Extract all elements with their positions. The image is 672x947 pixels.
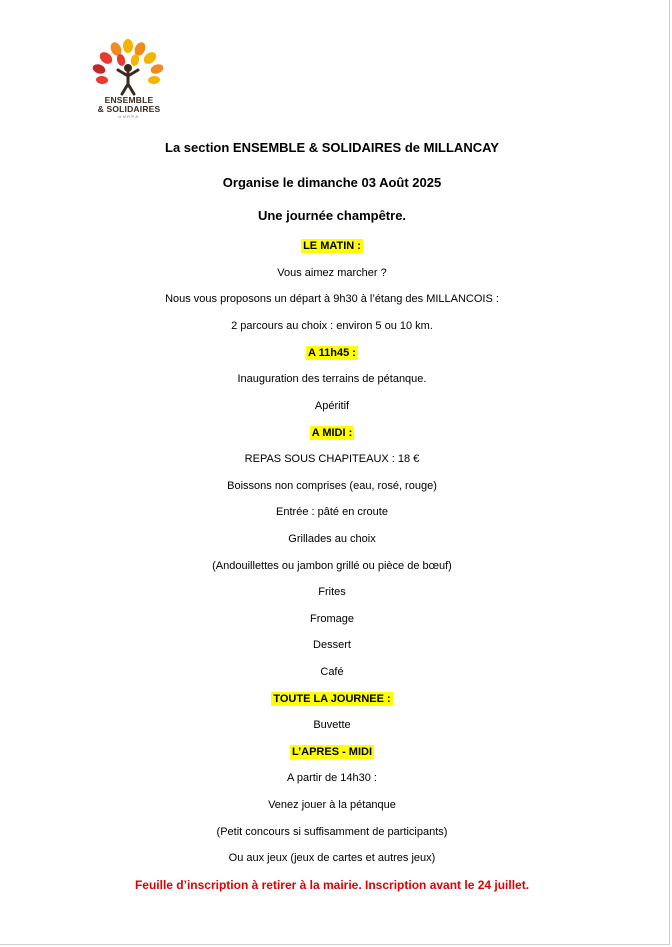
text-line: Apéritif bbox=[314, 400, 350, 412]
logo-text-primary: ENSEMBLE bbox=[104, 95, 154, 105]
logo-text-secondary: & SOLIDAIRES bbox=[97, 104, 161, 114]
highlighted-heading: A MIDI : bbox=[311, 427, 353, 439]
text-line: Vous aimez marcher ? bbox=[277, 267, 387, 279]
text-line: Venez jouer à la pétanque bbox=[268, 799, 396, 811]
text-line: Fromage bbox=[309, 613, 355, 625]
highlighted-heading: A 11h45 : bbox=[308, 347, 356, 359]
text-line: Café bbox=[320, 666, 344, 678]
event-subtitle: Une journée champêtre. bbox=[257, 208, 407, 223]
text-line: Grillades au choix bbox=[288, 533, 376, 545]
text-line: Nous vous proposons un départ à 9h30 à l’étang des MILLANCOIS : bbox=[165, 293, 499, 305]
organization-logo bbox=[88, 38, 168, 120]
text-line: A partir de 14h30 : bbox=[287, 772, 377, 784]
text-line: (Petit concours si suffisamment de participants) bbox=[216, 826, 448, 838]
text-line: Ou aux jeux (jeux de cartes et autres jeux) bbox=[228, 852, 436, 864]
registration-notice: Feuille d’inscription à retirer à la mairie. Inscription avant le 24 juillet. bbox=[134, 878, 530, 892]
highlighted-heading: LE MATIN : bbox=[303, 240, 361, 252]
text-line: Buvette bbox=[313, 719, 351, 731]
text-line: Boissons non comprises (eau, rosé, rouge) bbox=[227, 480, 437, 492]
logo-text-tagline: UNRPA bbox=[118, 114, 140, 119]
section-heading-apres-midi bbox=[0, 745, 664, 759]
section-heading-matin bbox=[0, 239, 664, 253]
section-heading-11h45 bbox=[0, 346, 664, 360]
text-line: 2 parcours au choix : environ 5 ou 10 km. bbox=[231, 320, 433, 332]
text-line: Entrée : pâté en croute bbox=[276, 506, 388, 518]
event-date: Organise le dimanche 03 Août 2025 bbox=[222, 175, 442, 190]
text-line: Frites bbox=[318, 586, 346, 598]
tree-leaves-icon bbox=[88, 38, 168, 96]
text-line: (Andouillettes ou jambon grillé ou pièce de bœuf) bbox=[212, 560, 452, 572]
highlighted-heading: TOUTE LA JOURNEE : bbox=[273, 693, 391, 705]
section-heading-midi bbox=[0, 426, 664, 440]
highlighted-heading: L’APRES - MIDI bbox=[291, 746, 373, 758]
text-line: REPAS SOUS CHAPITEAUX : 18 € bbox=[244, 453, 420, 465]
section-heading-journee bbox=[0, 692, 664, 706]
text-line: Dessert bbox=[313, 639, 351, 651]
document-title: La section ENSEMBLE & SOLIDAIRES de MILLANCAY bbox=[165, 140, 499, 155]
text-line: Inauguration des terrains de pétanque. bbox=[237, 373, 427, 385]
